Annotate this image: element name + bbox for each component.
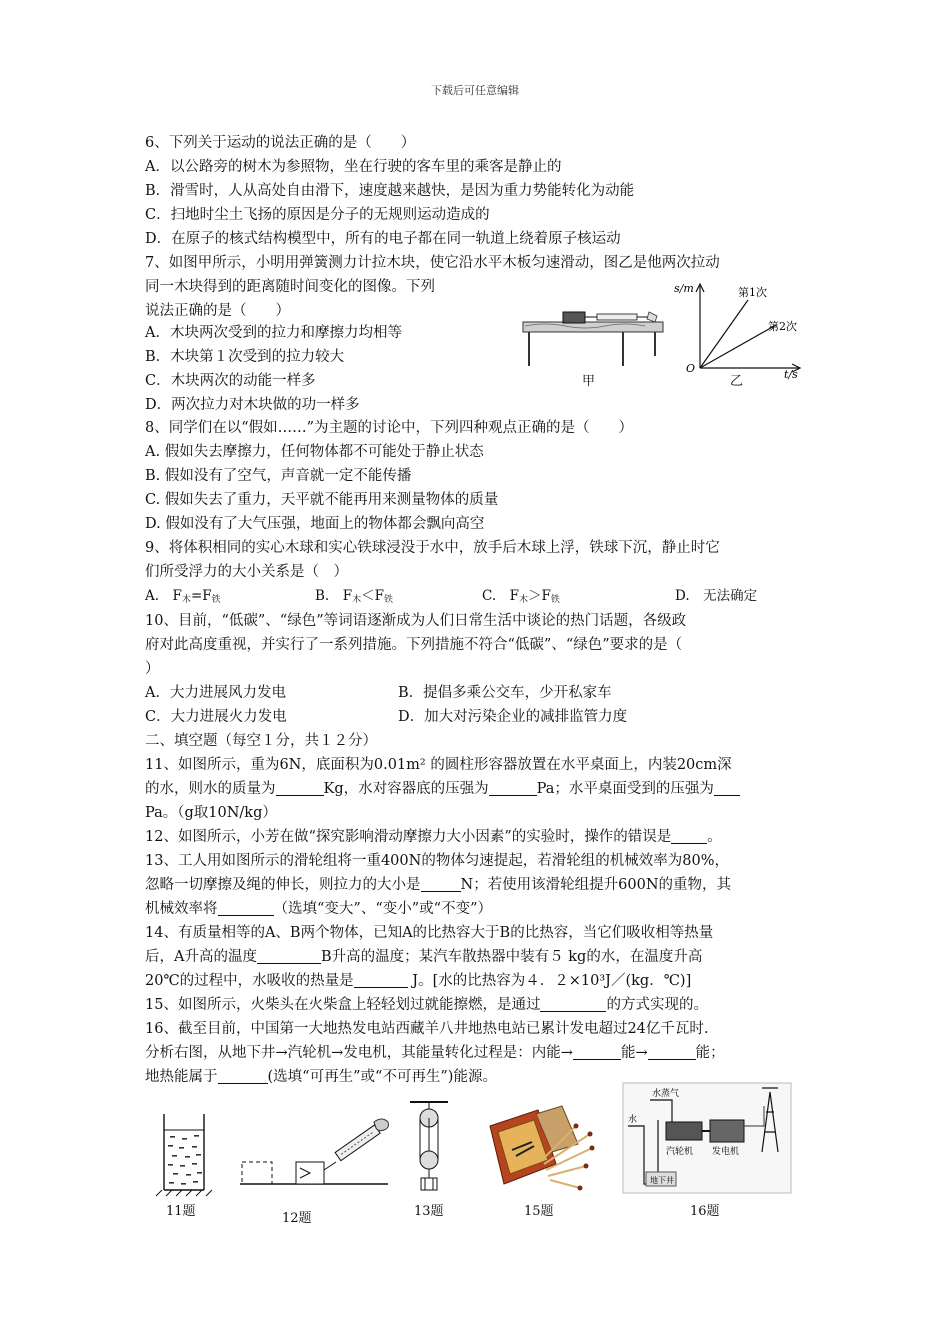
- q16-blank-1[interactable]: [573, 1045, 621, 1060]
- fig16-geothermal-diagram: [622, 1082, 792, 1194]
- q8-option-b: B. 假如没有了空气，声音就一定不能传播: [145, 468, 412, 484]
- q12-line1: 12、如图所示，小芳在做“探究影响滑动摩擦力大小因素”的实验时，操作的错误是 。: [145, 829, 722, 845]
- q13-line3: 机械效率将 （选填“变大”、“变小”或“不变”）: [145, 901, 492, 917]
- q7-option-b: B．木块第１次受到的拉力较大: [145, 349, 345, 365]
- q7-figure-yi-graph: [672, 280, 812, 380]
- q11-line1: 11、如图所示，重为6N，底面积为0.01m² 的圆柱形容器放置在水平桌面上，内装20cm深: [145, 757, 732, 773]
- q14-blank-1[interactable]: [257, 949, 321, 964]
- q15-blank[interactable]: [540, 997, 606, 1012]
- q12-blank[interactable]: [671, 829, 707, 844]
- q16-blank-3[interactable]: [218, 1069, 268, 1084]
- q7-stem-line3: 说法正确的是（ ）: [145, 303, 290, 319]
- fig15-matches: [486, 1104, 596, 1194]
- q11-blank-2[interactable]: [489, 781, 537, 796]
- q9-option-b: B. $F_木<F_铁$: [315, 588, 393, 605]
- fig16-label-steam: 水蒸气: [652, 1089, 680, 1099]
- q10-option-d: D．加大对污染企业的减排监管力度: [398, 709, 628, 725]
- q6-option-c: C．扫地时尘土飞扬的原因是分子的无规则运动造成的: [145, 207, 490, 223]
- graph-ylabel: s/m: [674, 282, 694, 295]
- fig11-container: [152, 1112, 212, 1198]
- q9-option-d: D. 无法确定: [675, 588, 758, 604]
- q8-stem: 8、同学们在以“假如……”为主题的讨论中，下列四种观点正确的是（ ）: [145, 420, 634, 436]
- fig13-pulley-block: [404, 1098, 454, 1198]
- q7-option-a: A．木块两次受到的拉力和摩擦力均相等: [145, 325, 402, 341]
- q11-blank-3[interactable]: [714, 781, 740, 796]
- line-trial-2: [700, 325, 776, 368]
- q9-options: [145, 586, 795, 606]
- q8-option-d: D. 假如没有了大气压强，地面上的物体都会飘向高空: [145, 516, 485, 532]
- q13-blank-2[interactable]: [218, 901, 274, 916]
- q11-line3: Pa。（g取10N/kg）: [145, 805, 277, 821]
- q10-option-c: C．大力进展火力发电: [145, 709, 287, 725]
- caption-12: 12题: [282, 1211, 312, 1226]
- section-fill-in-title: 二、填空题（每空１分，共１２分）: [145, 733, 377, 749]
- q11-line2: 的水，则水的质量为 Kg，水对容器底的压强为 Pa；水平桌面受到的压强为: [145, 779, 740, 799]
- q9-stem-line1: 9、将体积相同的实心木球和实心铁球浸没于水中，放手后木球上浮，铁球下沉，静止时它: [145, 540, 720, 556]
- q7-caption-yi: 乙: [730, 374, 744, 389]
- caption-15: 15题: [524, 1204, 554, 1219]
- q10-stem-line1: 10、目前，“低碳”、“绿色”等词语逐渐成为人们日常生活中谈论的热门话题，各级政: [145, 613, 687, 629]
- caption-11: 11题: [166, 1204, 196, 1219]
- q6-stem: 6、下列关于运动的说法正确的是（ ）: [145, 135, 416, 151]
- q14-blank-2[interactable]: [354, 973, 408, 988]
- q10-option-a: A．大力进展风力发电: [145, 685, 286, 701]
- q16-line1: 16、截至目前，中国第一大地热发电站西藏羊八井地热电站已累计发电超过24亿千瓦时.: [145, 1021, 709, 1037]
- graph-origin: O: [686, 362, 696, 375]
- q7-option-d: D．两次拉力对木块做的功一样多: [145, 397, 360, 413]
- q11-blank-1[interactable]: [276, 781, 324, 796]
- q9-option-c: C. $F_木>F_铁$: [482, 588, 560, 605]
- graph-line2-label: 第2次: [768, 320, 797, 333]
- page-header: 下载后可任意编辑: [431, 84, 519, 97]
- fig16-label-generator: 发电机: [712, 1147, 740, 1157]
- fig16-label-turbine: 汽轮机: [666, 1147, 694, 1157]
- q10-stem-line3: ）: [145, 661, 160, 677]
- q10-stem-line2: 府对此高度重视，并实行了一系列措施。下列措施不符合“低碳”、“绿色”要求的是（: [145, 637, 683, 653]
- q15-line1: 15、如图所示，火柴头在火柴盒上轻轻划过就能擦燃，是通过 的方式实现的。: [145, 997, 708, 1013]
- q7-option-c: C．木块两次的动能一样多: [145, 373, 316, 389]
- q16-blank-2[interactable]: [648, 1045, 696, 1060]
- q9-option-a: A. $F_木=F_铁$: [145, 588, 221, 605]
- q8-option-a: A. 假如失去摩擦力，任何物体都不可能处于静止状态: [145, 444, 484, 460]
- q9-stem-line2: 们所受浮力的大小关系是（ ）: [145, 564, 348, 580]
- q13-line1: 13、工人用如图所示的滑轮组将一重400N的物体匀速提起，若滑轮组的机械效率为80%，: [145, 853, 730, 869]
- q14-line3: 20℃的过程中，水吸收的热量是 J。[水的比热容为４．２×10³J／(kg．℃)]: [145, 973, 692, 989]
- q16-line3: 地热能属于 (选填“可再生”或“不可再生”)能源。: [145, 1069, 497, 1085]
- q8-option-c: C. 假如失去了重力，天平就不能再用来测量物体的质量: [145, 492, 499, 508]
- q14-line2: 后，A升高的温度 B升高的温度；某汽车散热器中装有５ kg的水，在温度升高: [145, 949, 703, 965]
- caption-16: 16题: [690, 1204, 720, 1219]
- q7-stem-line1: 7、如图甲所示，小明用弹簧测力计拉木块，使它沿水平木板匀速滑动，图乙是他两次拉动: [145, 255, 720, 271]
- q14-line1: 14、有质量相等的A、B两个物体，已知A的比热容大于B的比热容，当它们吸收相等热量: [145, 925, 714, 941]
- q7-stem-line2: 同一木块得到的距离随时间变化的图像。下列: [145, 279, 435, 295]
- line-trial-1: [700, 300, 748, 368]
- fig16-label-water: 水: [628, 1115, 638, 1125]
- q13-line2: 忽略一切摩擦及绳的伸长，则拉力的大小是 N；若使用该滑轮组提升600N的重物，其: [145, 877, 732, 893]
- q16-line2: 分析右图，从地下井→汽轮机→发电机，其能量转化过程是：内能→ 能→ 能；: [145, 1045, 725, 1061]
- fig16-label-well: 地下井: [650, 1176, 674, 1185]
- q7-caption-jia: 甲: [582, 374, 596, 389]
- fig12-friction-setup: [238, 1112, 398, 1198]
- caption-13: 13题: [414, 1204, 444, 1219]
- graph-xlabel: t/s: [784, 368, 798, 380]
- q13-blank-1[interactable]: [421, 877, 461, 892]
- q6-option-b: B．滑雪时，人从高处自由滑下，速度越来越快，是因为重力势能转化为动能: [145, 183, 635, 199]
- q6-option-d: D．在原子的核式结构模型中，所有的电子都在同一轨道上绕着原子核运动: [145, 231, 621, 247]
- q10-option-b: B．提倡多乘公交车，少开私家车: [398, 685, 612, 701]
- q7-figure-jia: [515, 300, 675, 370]
- graph-line1-label: 第1次: [738, 286, 767, 299]
- q6-option-a: A．以公路旁的树木为参照物，坐在行驶的客车里的乘客是静止的: [145, 159, 562, 175]
